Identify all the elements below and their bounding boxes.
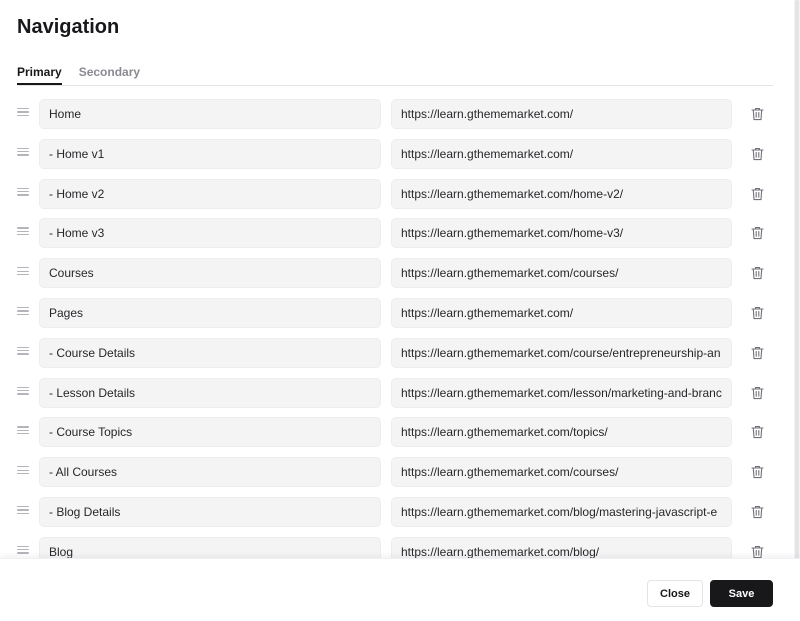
- navigation-item-row: [0, 378, 794, 408]
- item-label-input[interactable]: [39, 258, 381, 288]
- tab-bar: [17, 64, 773, 86]
- item-label-input[interactable]: [39, 298, 381, 328]
- drag-handle-bar: [17, 227, 29, 228]
- drag-handle-icon[interactable]: [17, 307, 29, 315]
- drag-handle-bar: [17, 353, 29, 354]
- drag-handle-icon[interactable]: [17, 506, 29, 514]
- drag-handle-bar: [17, 115, 29, 116]
- drag-handle-bar: [17, 347, 29, 348]
- drag-handle-bar: [17, 393, 29, 394]
- drag-handle-bar: [17, 267, 29, 268]
- drag-handle-bar: [17, 350, 29, 351]
- drag-handle-bar: [17, 546, 29, 547]
- drag-handle-icon[interactable]: [17, 188, 29, 196]
- save-button[interactable]: Save: [710, 580, 773, 607]
- drag-handle-bar: [17, 274, 29, 275]
- item-label-input[interactable]: [39, 179, 381, 209]
- trash-icon[interactable]: [751, 346, 764, 360]
- drag-handle-bar: [17, 433, 29, 434]
- trash-icon[interactable]: [751, 187, 764, 201]
- trash-icon[interactable]: [751, 465, 764, 479]
- drag-handle-icon[interactable]: [17, 347, 29, 355]
- navigation-item-row: [0, 457, 794, 487]
- navigation-item-row: [0, 497, 794, 527]
- item-label-input[interactable]: [39, 378, 381, 408]
- navigation-item-row: [0, 218, 794, 248]
- item-url-input[interactable]: [391, 99, 732, 129]
- drag-handle-bar: [17, 466, 29, 467]
- trash-icon[interactable]: [751, 306, 764, 320]
- drag-handle-bar: [17, 108, 29, 109]
- drag-handle-bar: [17, 430, 29, 431]
- scrollbar[interactable]: [794, 0, 800, 621]
- drag-handle-icon[interactable]: [17, 148, 29, 156]
- drag-handle-icon[interactable]: [17, 387, 29, 395]
- drag-handle-bar: [17, 310, 29, 311]
- drag-handle-bar: [17, 154, 29, 155]
- item-label-input[interactable]: [39, 537, 381, 558]
- drag-handle-bar: [17, 231, 29, 232]
- drag-handle-bar: [17, 111, 29, 112]
- scrollbar-thumb[interactable]: [795, 0, 799, 558]
- navigation-item-row: [0, 99, 794, 129]
- trash-icon[interactable]: [751, 266, 764, 280]
- navigation-item-row: [0, 338, 794, 368]
- trash-icon[interactable]: [751, 545, 764, 558]
- close-button[interactable]: Close: [647, 580, 703, 607]
- navigation-item-row: [0, 537, 794, 558]
- navigation-item-row: [0, 298, 794, 328]
- drag-handle-bar: [17, 473, 29, 474]
- drag-handle-bar: [17, 271, 29, 272]
- item-url-input[interactable]: [391, 457, 732, 487]
- drag-handle-bar: [17, 151, 29, 152]
- item-label-input[interactable]: [39, 139, 381, 169]
- trash-icon[interactable]: [751, 226, 764, 240]
- item-label-input[interactable]: [39, 218, 381, 248]
- item-label-input[interactable]: [39, 497, 381, 527]
- navigation-item-row: [0, 179, 794, 209]
- trash-icon[interactable]: [751, 147, 764, 161]
- item-url-input[interactable]: [391, 497, 732, 527]
- drag-handle-icon[interactable]: [17, 267, 29, 275]
- trash-icon[interactable]: [751, 386, 764, 400]
- drag-handle-bar: [17, 390, 29, 391]
- drag-handle-icon[interactable]: [17, 546, 29, 554]
- item-url-input[interactable]: [391, 378, 732, 408]
- navigation-item-row: [0, 417, 794, 447]
- dialog-title: Navigation: [17, 16, 120, 38]
- drag-handle-bar: [17, 470, 29, 471]
- item-url-input[interactable]: [391, 139, 732, 169]
- item-url-input[interactable]: [391, 298, 732, 328]
- drag-handle-bar: [17, 513, 29, 514]
- item-label-input[interactable]: [39, 457, 381, 487]
- drag-handle-bar: [17, 188, 29, 189]
- navigation-item-row: [0, 258, 794, 288]
- drag-handle-bar: [17, 549, 29, 550]
- item-url-input[interactable]: [391, 338, 732, 368]
- dialog-footer: [0, 558, 800, 621]
- drag-handle-bar: [17, 314, 29, 315]
- tab-secondary[interactable]: Secondary: [78, 65, 141, 79]
- drag-handle-icon[interactable]: [17, 108, 29, 116]
- drag-handle-bar: [17, 191, 29, 192]
- drag-handle-bar: [17, 426, 29, 427]
- trash-icon[interactable]: [751, 425, 764, 439]
- navigation-item-row: [0, 139, 794, 169]
- drag-handle-icon[interactable]: [17, 227, 29, 235]
- drag-handle-icon[interactable]: [17, 466, 29, 474]
- item-url-input[interactable]: [391, 218, 732, 248]
- drag-handle-bar: [17, 552, 29, 553]
- drag-handle-bar: [17, 509, 29, 510]
- tab-primary[interactable]: Primary: [17, 64, 62, 85]
- trash-icon[interactable]: [751, 505, 764, 519]
- drag-handle-bar: [17, 234, 29, 235]
- drag-handle-bar: [17, 307, 29, 308]
- item-label-input[interactable]: [39, 99, 381, 129]
- item-url-input[interactable]: [391, 417, 732, 447]
- item-label-input[interactable]: [39, 417, 381, 447]
- item-url-input[interactable]: [391, 179, 732, 209]
- drag-handle-bar: [17, 387, 29, 388]
- drag-handle-bar: [17, 194, 29, 195]
- drag-handle-bar: [17, 506, 29, 507]
- item-url-input[interactable]: [391, 258, 732, 288]
- drag-handle-bar: [17, 148, 29, 149]
- item-url-input[interactable]: [391, 537, 732, 558]
- navigation-item-list: [0, 99, 794, 558]
- item-label-input[interactable]: [39, 338, 381, 368]
- trash-icon[interactable]: [751, 107, 764, 121]
- drag-handle-icon[interactable]: [17, 426, 29, 434]
